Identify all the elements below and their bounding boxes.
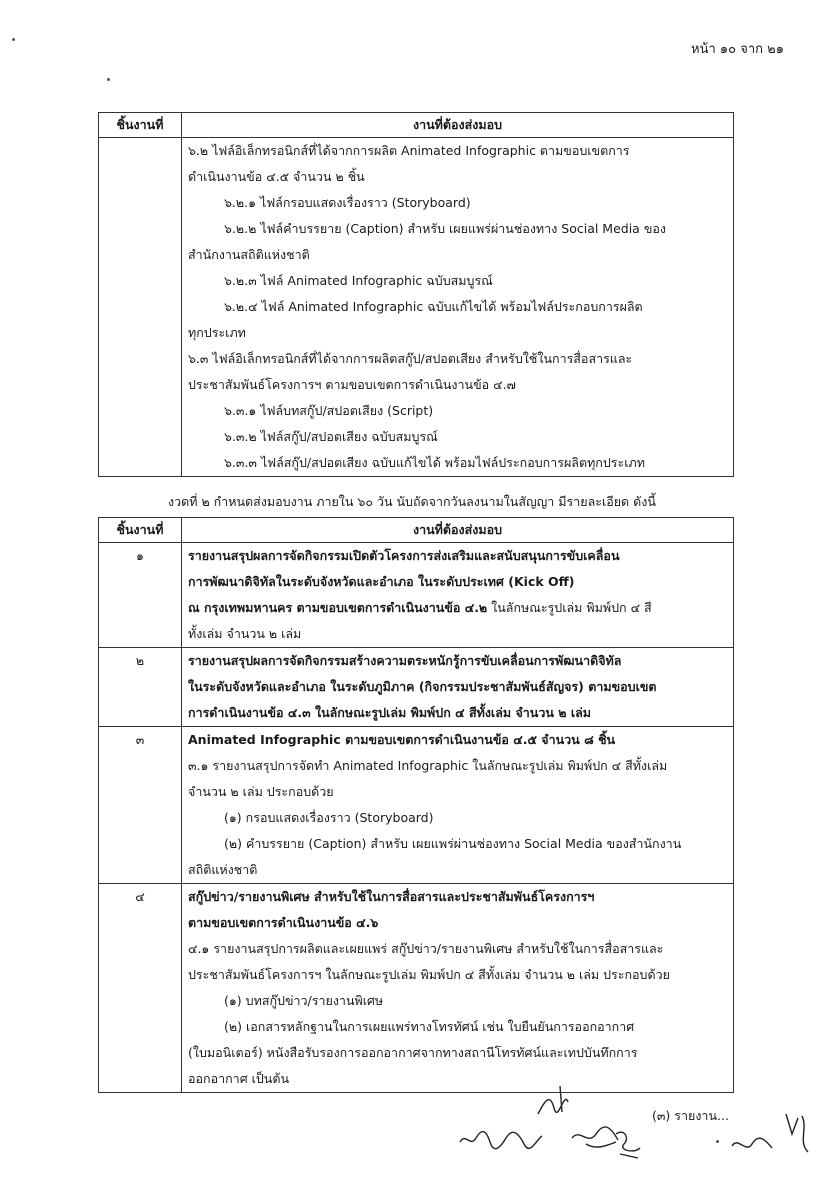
scan-speck xyxy=(107,78,110,81)
text-line: ๖.๓.๒ ไฟล์สกู๊ป/สปอตเสียง ฉบับสมบูรณ์ xyxy=(224,429,438,444)
item-number-cell: ๒ xyxy=(99,648,182,727)
text-line: ๖.๓.๑ ไฟล์บทสกู๊ป/สปอตเสียง (Script) xyxy=(224,403,434,418)
text-line: ประชาสัมพันธ์โครงการฯ ตามขอบเขตการดำเนินงานข้อ ๔.๗ xyxy=(188,377,516,392)
text-line: ประชาสัมพันธ์โครงการฯ ในลักษณะรูปเล่ม พิมพ์ปก ๔ สีทั้งเล่ม จำนวน ๒ เล่ม ประกอบด้วย xyxy=(188,967,670,982)
table-header-row xyxy=(99,518,734,543)
text-line: ๖.๒.๔ ไฟล์ Animated Infographic ฉบับแก้ไขได้ พร้อมไฟล์ประกอบการผลิต xyxy=(224,299,643,314)
text-line: ทุกประเภท xyxy=(188,325,246,340)
text-line: ๖.๒.๑ ไฟล์กรอบแสดงเรื่องราว (Storyboard) xyxy=(224,195,471,210)
text-line: ทั้งเล่ม จำนวน ๒ เล่ม xyxy=(188,626,302,641)
text-line: การพัฒนาดิจิทัลในระดับจังหวัดและอำเภอ ในระดับประเทศ (Kick Off) xyxy=(188,574,575,589)
signature-6 xyxy=(778,1108,818,1158)
text-line: ๔.๑ รายงานสรุปการผลิตและเผยแพร่ สกู๊ปข่าว/รายงานพิเศษ สำหรับใช้ในการสื่อสารและ xyxy=(188,941,664,956)
text-line: ๖.๒ ไฟล์อิเล็กทรอนิกส์ที่ได้จากการผลิต Animated Infographic ตามขอบเขตการ xyxy=(188,143,630,158)
text-line: ๖.๒.๒ ไฟล์คำบรรยาย (Caption) สำหรับ เผยแพร่ผ่านช่องทาง Social Media ของ xyxy=(224,221,666,236)
signature-5 xyxy=(728,1128,778,1158)
text-line: รายงานสรุปผลการจัดกิจกรรมเปิดตัวโครงการส่งเสริมและสนับสนุนการขับเคลื่อน xyxy=(188,548,620,563)
deliverables-table-continued xyxy=(98,112,734,477)
text-line: ตามขอบเขตการดำเนินงานข้อ ๔.๖ xyxy=(188,915,379,930)
table-row xyxy=(99,648,734,727)
text-line: (๒) เอกสารหลักฐานในการเผยแพร่ทางโทรทัศน์ เช่น ใบยืนยันการออกอากาศ xyxy=(224,1019,635,1034)
text-line: จำนวน ๒ เล่ม ประกอบด้วย xyxy=(188,784,334,799)
item-number-cell: ๓ xyxy=(99,727,182,884)
item-number-cell: ๑ xyxy=(99,543,182,648)
header-deliverables: งานที่ต้องส่งมอบ xyxy=(182,113,734,138)
text-line: ๖.๓.๓ ไฟล์สกู๊ป/สปอตเสียง ฉบับแก้ไขได้ พร้อมไฟล์ประกอบการผลิตทุกประเภท xyxy=(224,455,645,470)
text-regular-part: ในลักษณะรูปเล่ม พิมพ์ปก ๔ สี xyxy=(487,600,652,615)
text-line: (๑) บทสกู๊ปข่าว/รายงานพิเศษ xyxy=(224,993,384,1008)
page-number: หน้า ๑๐ จาก ๒๑ xyxy=(691,42,784,57)
deliverable-cell xyxy=(182,727,734,884)
installment-2-deliverables-table xyxy=(98,517,734,1093)
signature-4 xyxy=(610,1124,650,1164)
text-line: รายงานสรุปผลการจัดกิจกรรมสร้างความตระหนักรู้การขับเคลื่อนการพัฒนาดิจิทัล xyxy=(188,653,622,668)
scan-speck xyxy=(12,38,15,41)
header-deliverables: งานที่ต้องส่งมอบ xyxy=(182,518,734,543)
text-line: (ใบมอนิเตอร์) หนังสือรับรองการออกอากาศจากทางสถานีโทรทัศน์และเทปบันทึกการ xyxy=(188,1045,638,1060)
text-line: (๑) กรอบแสดงเรื่องราว (Storyboard) xyxy=(224,810,434,825)
table-row xyxy=(99,727,734,884)
deliverable-cell xyxy=(182,648,734,727)
table-row xyxy=(99,884,734,1093)
text-line: ในระดับจังหวัดและอำเภอ ในระดับภูมิภาค (กิจกรรมประชาสัมพันธ์สัญจร) ตามขอบเขต xyxy=(188,679,657,694)
text-line: สกู๊ปข่าว/รายงานพิเศษ สำหรับใช้ในการสื่อสารและประชาสัมพันธ์โครงการฯ xyxy=(188,889,595,904)
header-item-number: ชิ้นงานที่ xyxy=(99,518,182,543)
item-number-cell xyxy=(99,138,182,477)
item-number-cell: ๔ xyxy=(99,884,182,1093)
text-line: Animated Infographic ตามขอบเขตการดำเนินงานข้อ ๔.๕ จำนวน ๘ ชิ้น xyxy=(188,732,616,747)
text-line xyxy=(188,595,727,621)
table-row xyxy=(99,543,734,648)
text-line: ออกอากาศ เป็นต้น xyxy=(188,1071,290,1086)
text-line: ๓.๑ รายงานสรุปการจัดทำ Animated Infographic ในลักษณะรูปเล่ม พิมพ์ปก ๔ สีทั้งเล่ม xyxy=(188,758,668,773)
text-line: สำนักงานสถิติแห่งชาติ xyxy=(188,247,310,262)
scan-speck xyxy=(716,1140,719,1143)
text-line: การดำเนินงานข้อ ๔.๓ ในลักษณะรูปเล่ม พิมพ์ปก ๔ สีทั้งเล่ม จำนวน ๒ เล่ม xyxy=(188,705,592,720)
text-line: ๖.๒.๓ ไฟล์ Animated Infographic ฉบับสมบูรณ์ xyxy=(224,273,493,288)
text-line: (๒) คำบรรยาย (Caption) สำหรับ เผยแพร่ผ่านช่องทาง Social Media ของสำนักงาน xyxy=(224,836,682,851)
signature-1 xyxy=(456,1118,546,1154)
deliverable-cell xyxy=(182,138,734,477)
text-line: ดำเนินงานข้อ ๔.๕ จำนวน ๒ ชิ้น xyxy=(188,169,365,184)
header-item-number: ชิ้นงานที่ xyxy=(99,113,182,138)
deliverable-cell xyxy=(182,884,734,1093)
table-header-row xyxy=(99,113,734,138)
continuation-note: (๓) รายงาน... xyxy=(652,1108,729,1123)
deliverable-cell xyxy=(182,543,734,648)
text-line: ๖.๓ ไฟล์อิเล็กทรอนิกส์ที่ได้จากการผลิตสกู๊ป/สปอตเสียง สำหรับใช้ในการสื่อสารและ xyxy=(188,351,633,366)
installment-heading: งวดที่ ๒ กำหนดส่งมอบงาน ภายใน ๖๐ วัน นับถัดจากวันลงนามในสัญญา มีรายละเอียด ดังนี้ xyxy=(168,494,656,509)
table-row xyxy=(99,138,734,477)
text-bold-part: ณ กรุงเทพมหานคร ตามขอบเขตการดำเนินงานข้อ ๔.๒ xyxy=(188,600,488,615)
text-line: สถิติแห่งชาติ xyxy=(188,862,258,877)
